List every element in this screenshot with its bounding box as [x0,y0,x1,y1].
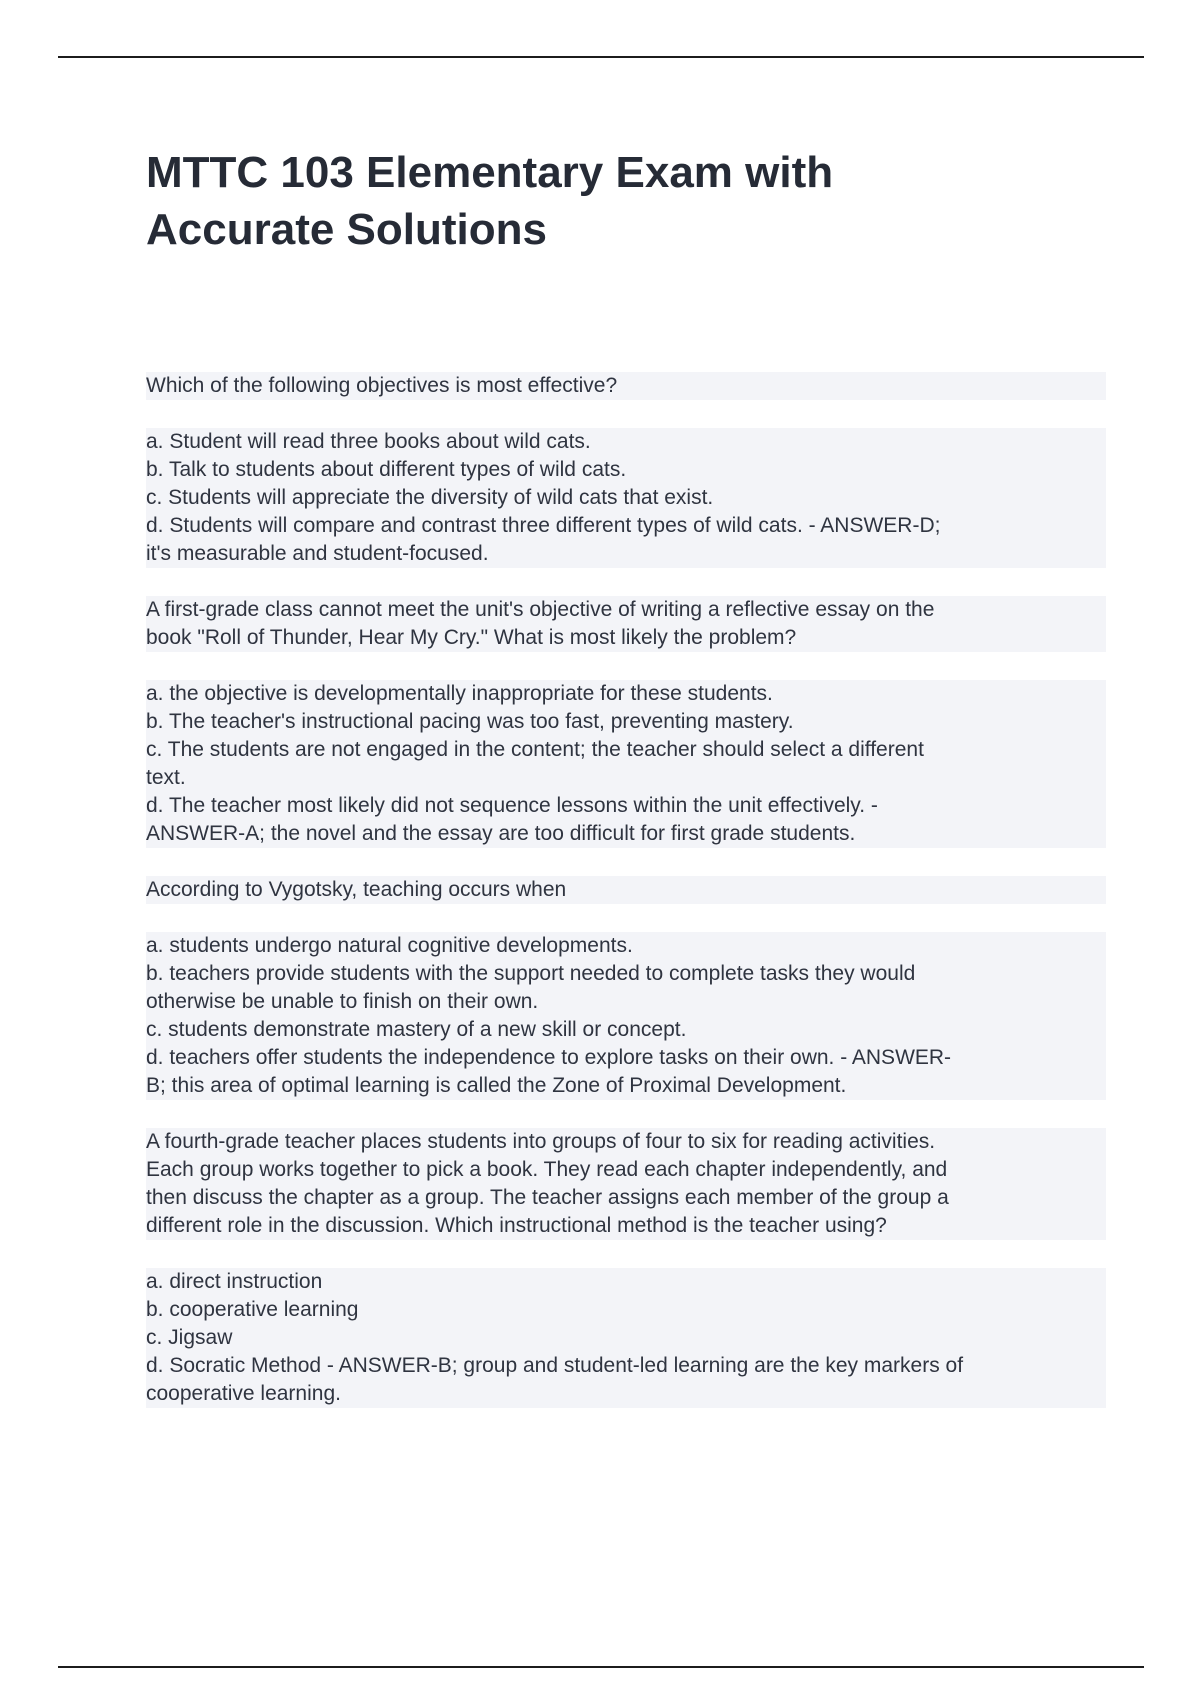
answer-explanation: cooperative learning. [146,1380,1106,1408]
question-block [146,876,1106,1100]
answer-option: a. the objective is developmentally inappropriate for these students. [146,680,1106,708]
answer-explanation: B; this area of optimal learning is called the Zone of Proximal Development. [146,1072,1106,1100]
answer-option: otherwise be unable to finish on their own. [146,988,1106,1016]
page-title [146,144,1106,258]
answer-option: d. Students will compare and contrast three different types of wild cats. - ANSWER-D; [146,512,1106,540]
question-stem: then discuss the chapter as a group. The teacher assigns each member of the group a [146,1184,1106,1212]
answer-option: b. teachers provide students with the support needed to complete tasks they would [146,960,1106,988]
question-block [146,372,1106,568]
question-stem: book "Roll of Thunder, Hear My Cry." What is most likely the problem? [146,624,1106,652]
question-block [146,1128,1106,1408]
question-stem: A first-grade class cannot meet the unit's objective of writing a reflective essay on the [146,596,1106,624]
answer-option: b. Talk to students about different types of wild cats. [146,456,1106,484]
title-line: Accurate Solutions [146,205,547,254]
answer-option: a. students undergo natural cognitive developments. [146,932,1106,960]
answer-option: b. cooperative learning [146,1296,1106,1324]
question-stem: Which of the following objectives is most effective? [146,372,1106,400]
answer-explanation: ANSWER-A; the novel and the essay are too difficult for first grade students. [146,820,1106,848]
document-body [146,144,1106,1436]
answer-option: c. Jigsaw [146,1324,1106,1352]
bottom-divider [58,1666,1144,1668]
question-list [146,372,1106,1408]
answer-option: c. students demonstrate mastery of a new skill or concept. [146,1016,1106,1044]
top-divider [58,56,1144,58]
answer-option: a. Student will read three books about wild cats. [146,428,1106,456]
question-stem: A fourth-grade teacher places students into groups of four to six for reading activities. [146,1128,1106,1156]
answer-option: c. Students will appreciate the diversity of wild cats that exist. [146,484,1106,512]
title-line: MTTC 103 Elementary Exam with [146,148,834,197]
answer-explanation: it's measurable and student-focused. [146,540,1106,568]
question-block [146,596,1106,848]
answer-option: c. The students are not engaged in the content; the teacher should select a different [146,736,1106,764]
answer-option: text. [146,764,1106,792]
answer-option: d. Socratic Method - ANSWER-B; group and student-led learning are the key markers of [146,1352,1106,1380]
answer-option: a. direct instruction [146,1268,1106,1296]
question-stem: Each group works together to pick a book. They read each chapter independently, and [146,1156,1106,1184]
answer-option: b. The teacher's instructional pacing was too fast, preventing mastery. [146,708,1106,736]
question-stem: According to Vygotsky, teaching occurs when [146,876,1106,904]
question-stem: different role in the discussion. Which instructional method is the teacher using? [146,1212,1106,1240]
answer-option: d. teachers offer students the independence to explore tasks on their own. - ANSWER- [146,1044,1106,1072]
answer-option: d. The teacher most likely did not sequence lessons within the unit effectively. - [146,792,1106,820]
